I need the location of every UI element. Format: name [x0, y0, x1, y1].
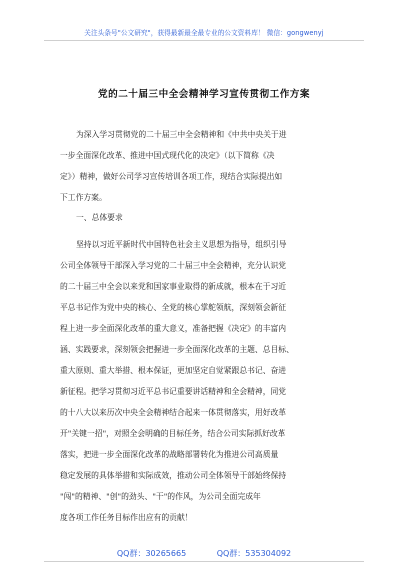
paragraph-line: 坚持以习近平新时代中国特色社会主义思想为指导，组织引导 — [76, 240, 287, 249]
section-heading-text: 一、总体要求 — [76, 213, 123, 222]
paragraph-line: "闯"的精神、"创"的劲头、"干"的作风，为公司全面完成年 — [60, 492, 261, 501]
paragraph-line: 的二十届三中全会以来党和国家事业取得的新成就，根本在于习近 — [60, 282, 287, 291]
paragraph-line: 度各项工作任务目标作出应有的贡献！ — [60, 513, 193, 522]
paragraph-line: 一步全面深化改革、推进中国式现代化的决定》（以下简称《决 — [60, 151, 275, 160]
paragraph-line: 定》）精神，做好公司学习宣传培训各项工作，现结合实际提出如 — [60, 172, 283, 181]
paragraph-line: 开"关键一招"，对照全会明确的目标任务，结合公司实际抓好改革 — [60, 429, 286, 438]
footer-contact — [0, 548, 408, 559]
paragraph-line: 涵、实践要求，深刻领会把握进一步全面深化改革的主题、总目标、 — [60, 345, 294, 354]
intro-paragraph — [60, 124, 352, 208]
footer-divider — [44, 561, 364, 562]
paragraph-line: 稳定发展的具体举措和实际成效，推动公司全体领导干部始终保持 — [60, 471, 287, 480]
paragraph-line: 重大原则、重大举措、根本保证，更加坚定自觉紧跟总书记、奋进 — [60, 366, 287, 375]
document-title: 党的二十届三中全会精神学习宣传贯彻工作方案 — [98, 89, 310, 100]
paragraph-line: 平总书记作为党中央的核心、全党的核心掌舵领航，深刻领会新征 — [60, 303, 287, 312]
paragraph-line: 下工作方案。 — [60, 193, 107, 202]
paragraph-line: 为深入学习贯彻党的二十届三中全会精神和《中共中央关于进 — [76, 130, 287, 139]
paragraph-line: 新征程。把学习贯彻习近平总书记重要讲话精神和全会精神，同党 — [60, 387, 287, 396]
section-heading — [60, 207, 352, 228]
section-paragraph — [60, 234, 352, 528]
paragraph-line: 程上进一步全面深化改革的重大意义，准备把握《决定》的丰富内 — [60, 324, 287, 333]
paragraph-line: 公司全体领导干部深入学习党的二十届三中全会精神，充分认识党 — [60, 261, 287, 270]
header-divider — [44, 40, 364, 41]
qq-group-2: QQ群：535304092 — [216, 549, 292, 558]
paragraph-line: 的十八大以来历次中央全会精神结合起来一体贯彻落实，用好改革 — [60, 408, 287, 417]
promo-banner: 关注头条号"公文研究"，获得最新最全最专业的公文资料库！ 微信：gongwenyj — [84, 29, 324, 37]
qq-group-1: QQ群：30265665 — [116, 549, 187, 558]
paragraph-line: 落实，把进一步全面深化改革的战略部署转化为推进公司高质量 — [60, 450, 279, 459]
